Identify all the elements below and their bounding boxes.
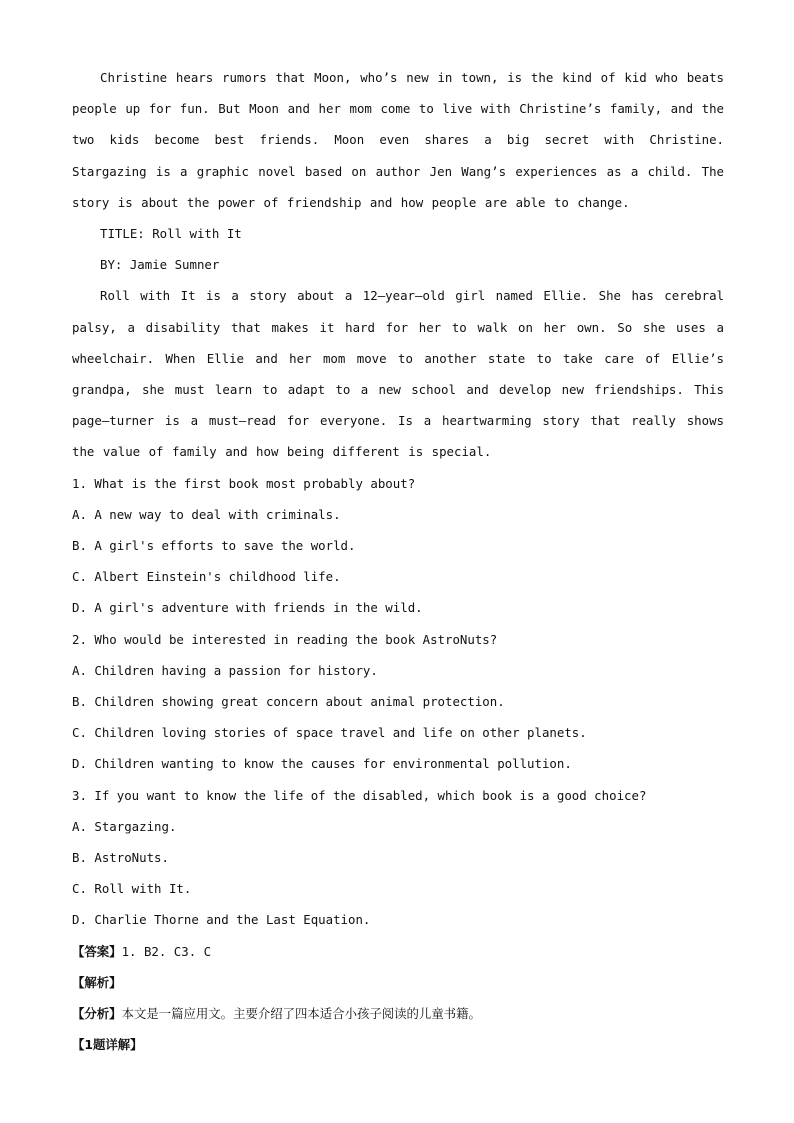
answer-value: 1. B2. C3. C [121, 943, 212, 959]
question-2-option-d: D. Children wanting to know the causes for environmental pollution. [72, 756, 572, 772]
question-1-stem: 1. What is the first book most probably about? [72, 475, 416, 491]
book-author: BY: Jamie Sumner [100, 257, 220, 273]
answer-label: 【答案】 [72, 943, 122, 959]
answer-line [72, 936, 724, 967]
question-3-option-a: A. Stargazing. [72, 818, 177, 834]
question-1-option-c: C. Albert Einstein's childhood life. [72, 569, 341, 585]
question-1-option-a: A. A new way to deal with criminals. [72, 506, 341, 522]
question-2-option-b: B. Children showing great concern about animal protection. [72, 694, 505, 710]
question-2-option-a: A. Children having a passion for history. [72, 662, 378, 678]
question-3-option-b: B. AstroNuts. [72, 850, 169, 866]
document-page [72, 62, 724, 1061]
roll-with-it-paragraph: Roll with It is a story about a 12–year–old girl named Ellie. She has cerebral palsy, a disability that makes it hard for her to walk on her own. So she uses a wheelchair. When Ellie and her mom move to another state to take care of Ellie’s grandpa, she must learn to adapt to a new school and develop new friendships. This page–turner is a must–read for everyone. Is a heartwarming story that really shows the value of family and how being different is special. [72, 288, 724, 460]
question-1-option-d: D. A girl's adventure with friends in the wild. [72, 600, 423, 616]
analysis-summary-line [72, 998, 724, 1029]
question-2-option-c: C. Children loving stories of space travel and life on other planets. [72, 725, 587, 741]
analysis-summary-text: 本文是一篇应用文。主要介绍了四本适合小孩子阅读的儿童书籍。 [121, 1006, 481, 1022]
analysis-heading-line [72, 967, 724, 998]
book-title: TITLE: Roll with It [100, 226, 242, 242]
analysis-heading: 【解析】 [72, 974, 122, 990]
question-1-option-b: B. A girl's efforts to save the world. [72, 538, 356, 554]
question-3-option-c: C. Roll with It. [72, 881, 192, 897]
detail-heading-line [72, 1029, 724, 1060]
stargazing-paragraph: Christine hears rumors that Moon, who’s new in town, is the kind of kid who beats people up for fun. But Moon and her mom come to live with Christine’s family, and the two kids become best friends. Moon even shares a big secret with Christine. Stargazing is a graphic novel based on author Jen Wang’s experiences as a child. The story is about the power of friendship and how people are able to change. [72, 70, 724, 210]
question-3-stem: 3. If you want to know the life of the disabled, which book is a good choice? [72, 787, 647, 803]
question-3-option-d: D. Charlie Thorne and the Last Equation. [72, 912, 371, 928]
question-1-detail-heading: 【1题详解】 [72, 1037, 143, 1053]
question-2-stem: 2. Who would be interested in reading the book AstroNuts? [72, 631, 498, 647]
analysis-summary-label: 【分析】 [72, 1006, 122, 1022]
